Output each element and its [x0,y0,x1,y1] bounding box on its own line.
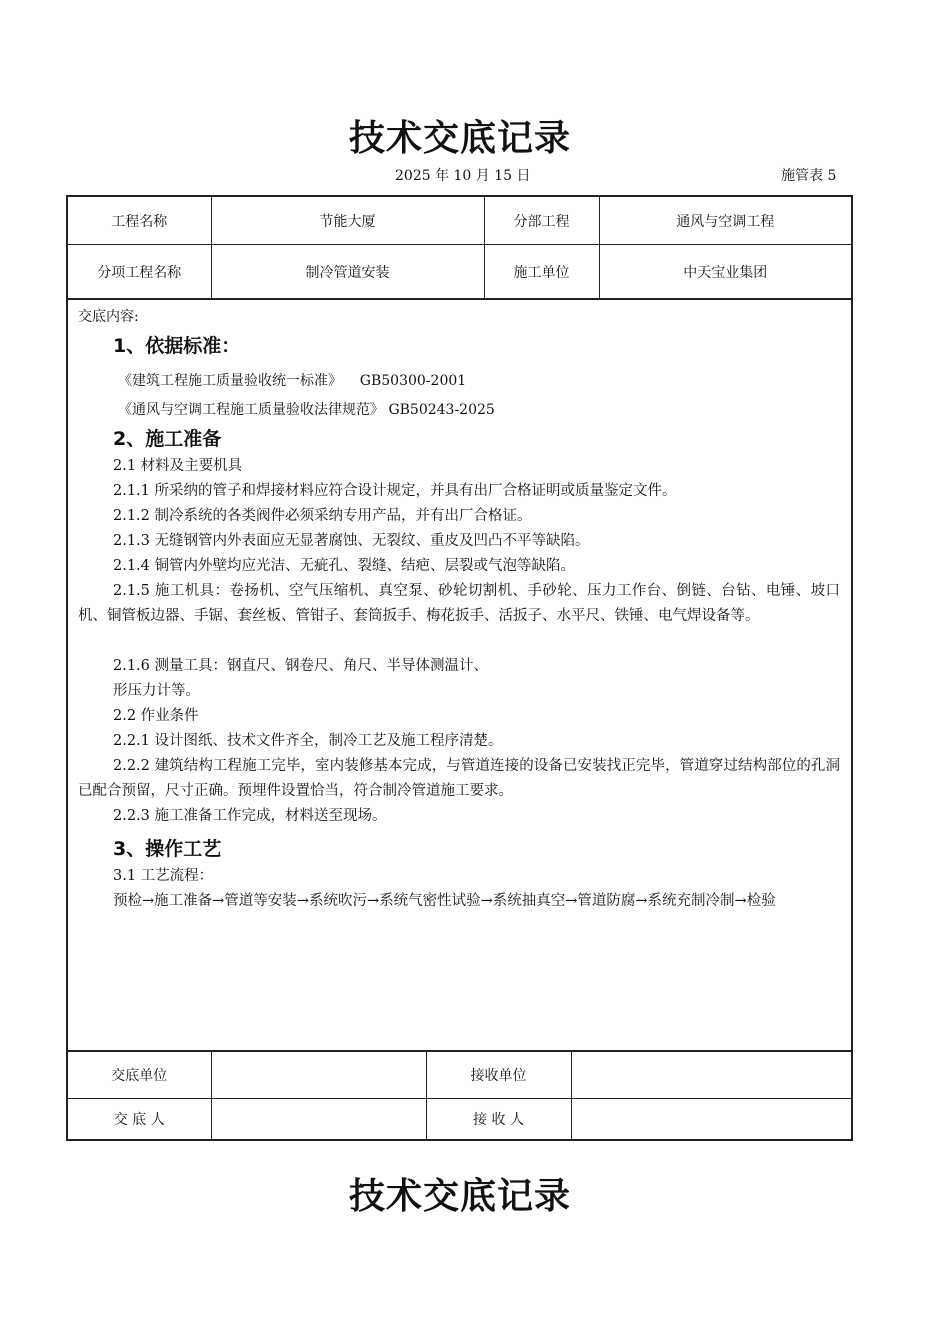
receiver-value [571,1099,852,1141]
paragraph: 2.1.2 制冷系统的各类阀件必须采纳专用产品，并有出厂合格证。 [113,508,532,524]
division-value: 通风与空调工程 [599,196,852,245]
next-page-title: 技术交底记录 [348,1176,571,1217]
paragraph: 2.2.3 施工准备工作完成，材料送至现场。 [113,808,387,824]
paragraph: 2.1.1 所采纳的管子和焊接材料应符合设计规定，并具有出厂合格证明或质量鉴定文件。 [113,483,677,499]
issuer-value [211,1099,426,1141]
table-row [67,196,852,245]
briefing-content [66,298,853,1050]
paragraph: 2.2.2 建筑结构工程施工完毕，室内装修基本完成，与管道连接的设备已安装找正完毕，管道穿过结构部位的孔洞已配合预留，尺寸正确。预埋件设置恰当，符合制冷管道施工要求。 [78,758,840,799]
paragraph: 2.1.4 铜管内外壁均应光洁、无疵孔、裂缝、结疤、层裂或气泡等缺陷。 [113,558,576,574]
standard-item: 《通风与空调工程施工质量验收法律规范》 GB50243-2025 [118,402,495,418]
project-name-label: 工程名称 [67,196,211,245]
subitem-label: 分项工程名称 [67,245,211,300]
paragraph: 形压力计等。 [113,683,200,699]
paragraph: 2.2.1 设计图纸、技术文件齐全，制冷工艺及施工程序清楚。 [113,733,503,749]
paragraph: 2.1.6 测量工具：钢直尺、钢卷尺、角尺、半导体测温计、 [113,658,489,674]
table-row [67,1099,852,1141]
division-label: 分部工程 [484,196,599,245]
content-intro: 交底内容: [78,309,139,325]
section-heading: 1、依据标准： [113,335,241,357]
page-title: 技术交底记录 [348,118,571,159]
date-label: 2025 年 10 月 15 日 [395,168,531,184]
project-name-value: 节能大厦 [211,196,484,245]
paragraph: 2.1.3 无缝钢管内外表面应无显著腐蚀、无裂纹、重皮及凹凸不平等缺陷。 [113,533,590,549]
form-number: 施管表 5 [781,168,837,184]
project-info-table [66,195,853,300]
contractor-value: 中天宝业集团 [599,245,852,300]
issuing-unit-label: 交底单位 [67,1051,211,1099]
receiving-unit-label: 接收单位 [426,1051,571,1099]
paragraph: 2.1.5 施工机具：卷扬机、空气压缩机、真空泵、砂轮切割机、手砂轮、压力工作台、倒链、台钻、电锤、坡口机、铜管板边器、手锯、套丝板、管钳子、套筒扳手、梅花扳手、活扳子、水平尺、铁锤、电气焊设备等。 [78,583,840,624]
signature-table [66,1050,853,1141]
paragraph: 预检→施工准备→管道等安装→系统吹污→系统气密性试验→系统抽真空→管道防腐→系统充制冷制→检验 [113,893,776,909]
contractor-label: 施工单位 [484,245,599,300]
table-row [67,1051,852,1099]
paragraph: 2.1 材料及主要机具 [113,458,243,474]
receiver-label: 接 收 人 [426,1099,571,1141]
paragraph: 3.1 工艺流程： [113,868,214,884]
standard-item: 《建筑工程施工质量验收统一标准》 GB50300-2001 [118,373,467,389]
issuing-unit-value [211,1051,426,1099]
receiving-unit-value [571,1051,852,1099]
section-heading: 3、操作工艺 [113,838,222,860]
table-row [67,245,852,300]
paragraph: 2.2 作业条件 [113,708,199,724]
issuer-label: 交 底 人 [67,1099,211,1141]
subitem-value: 制冷管道安装 [211,245,484,300]
section-heading: 2、施工准备 [113,428,222,450]
